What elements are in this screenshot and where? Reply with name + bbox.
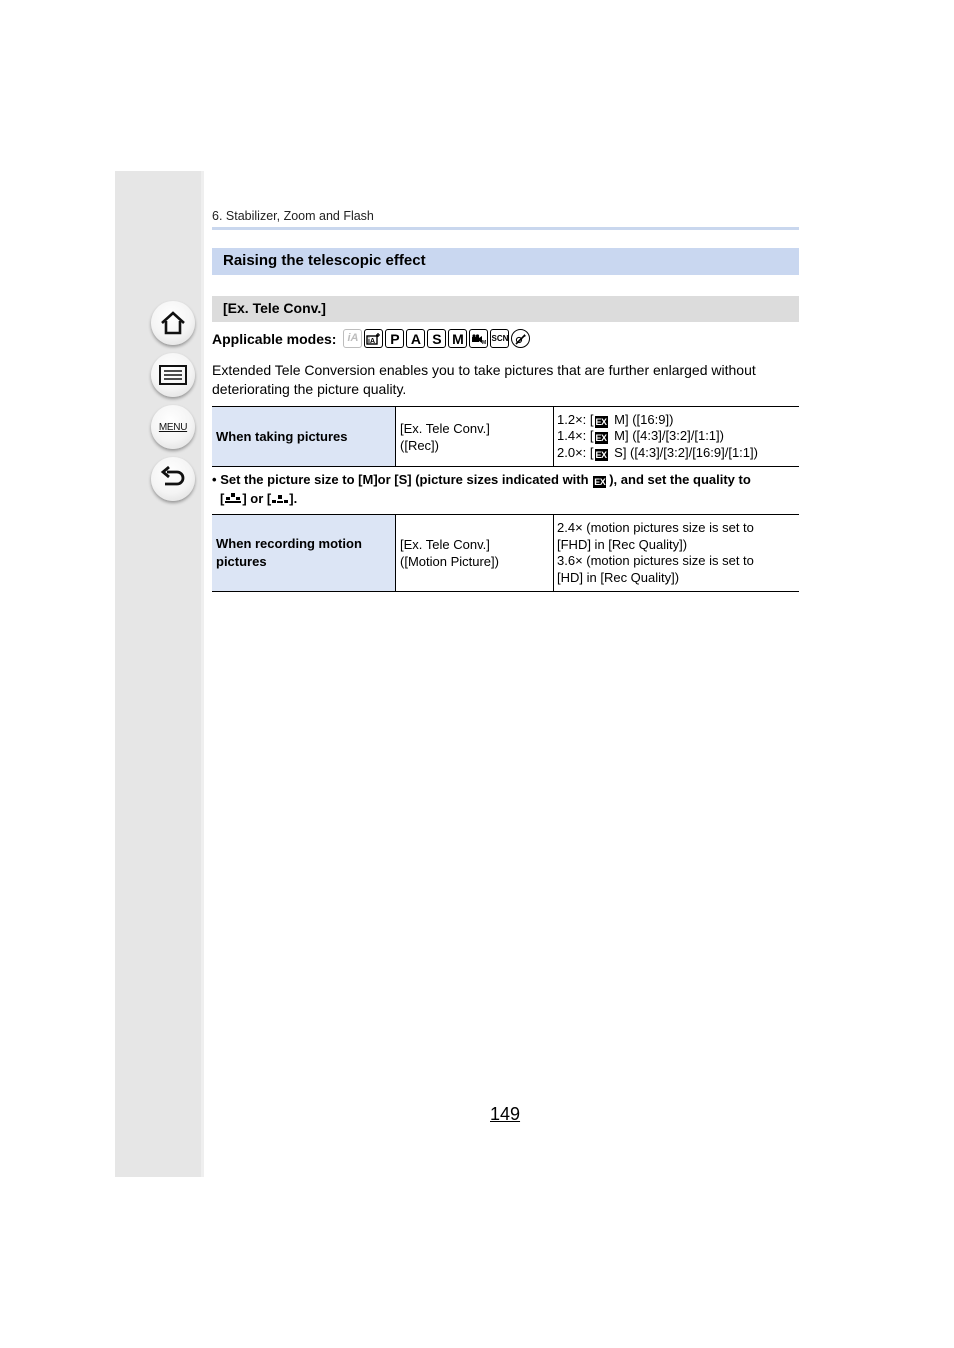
page-number[interactable]: 149 — [490, 1104, 521, 1124]
table1-setting-sub: ([Rec]) — [400, 437, 439, 453]
mode-ia-plus-icon — [364, 329, 383, 348]
table-recording-motion-pictures — [212, 514, 799, 592]
table1-value-row — [557, 445, 795, 462]
table1-setting-name: [Ex. Tele Conv.] — [400, 420, 490, 436]
table-row — [212, 407, 799, 467]
size-spec: M] ([16:9]) — [610, 411, 674, 427]
table-row — [212, 515, 799, 592]
mode-scn-icon: SCN — [490, 329, 509, 348]
back-button[interactable] — [151, 457, 195, 501]
bracket: [ — [589, 411, 594, 427]
svg-text:M: M — [482, 339, 487, 345]
quality-standard-icon — [271, 492, 289, 504]
home-icon — [159, 309, 187, 337]
mode-m-icon: M — [448, 329, 467, 348]
table2-values — [554, 515, 800, 592]
subsection-header — [212, 296, 799, 322]
table-taking-pictures — [212, 406, 799, 467]
back-arrow-icon — [159, 466, 187, 492]
note-text: ), and set the quality to — [609, 472, 751, 487]
note — [212, 470, 797, 508]
bracket: [ — [589, 428, 594, 444]
table2-value-line: 2.4× (motion pictures size is set to — [557, 520, 754, 535]
bracket: [ — [589, 444, 594, 460]
section-header — [212, 248, 799, 275]
table2-value-line: [HD] in [Rec Quality]) — [557, 569, 680, 585]
intro-paragraph: Extended Tele Conversion enables you to take pictures that are further enlarged without deteriorating the picture quality. — [212, 362, 756, 397]
table2-head: When recording motion pictures — [212, 515, 396, 592]
table2-value-line: [FHD] in [Rec Quality]) — [557, 536, 688, 552]
table1-value-row — [557, 412, 795, 429]
table1-value-row — [557, 428, 795, 445]
note-line-1 — [212, 470, 797, 489]
ex-badge: EX — [595, 449, 607, 460]
mode-s-icon: S — [427, 329, 446, 348]
size-spec: S] ([4:3]/[3:2]/[16:9]/[1:1]) — [610, 444, 758, 460]
ex-badge: EX — [595, 416, 607, 427]
table2-setting-name: [Ex. Tele Conv.] — [400, 537, 490, 552]
note-line-2 — [212, 489, 797, 508]
size-spec: M] ([4:3]/[3:2]/[1:1]) — [610, 428, 724, 444]
table1-head: When taking pictures — [212, 407, 396, 467]
sidebar-edge — [201, 171, 204, 1177]
section-title: Raising the telescopic effect — [223, 252, 426, 269]
table1-values — [554, 407, 800, 467]
bullet: • — [212, 472, 217, 487]
subsection-title: [Ex. Tele Conv.] — [223, 300, 326, 316]
table2-value-line: 3.6× (motion pictures size is set to — [557, 553, 754, 568]
table2-setting-sub: ([Motion Picture]) — [400, 554, 499, 569]
quality-fine-icon — [224, 492, 242, 504]
menu-label: MENU — [158, 421, 188, 433]
header-divider — [212, 227, 799, 230]
mode-a-icon: A — [406, 329, 425, 348]
multiplier: 1.4×: — [557, 428, 587, 444]
note-text: Set the picture size to [M]or [S] (picture sizes indicated with — [220, 472, 589, 487]
mode-ia-icon: iA — [343, 329, 362, 348]
contents-button[interactable] — [151, 353, 195, 397]
mode-p-icon: P — [385, 329, 404, 348]
mode-creative-control-icon — [511, 329, 530, 348]
table2-setting — [396, 515, 554, 592]
multiplier: 1.2×: — [557, 411, 587, 427]
note-text: ] or [ — [242, 491, 272, 506]
home-button[interactable] — [151, 301, 195, 345]
ex-badge: EX — [595, 433, 607, 444]
ex-badge: EX — [594, 477, 606, 487]
multiplier: 2.0×: — [557, 444, 587, 460]
svg-text:iA: iA — [368, 338, 376, 345]
applicable-modes — [212, 329, 532, 348]
menu-button[interactable] — [151, 405, 195, 449]
list-icon — [158, 363, 188, 387]
table1-setting — [396, 407, 554, 467]
bracket: [ — [220, 491, 225, 506]
breadcrumb: 6. Stabilizer, Zoom and Flash — [212, 209, 374, 223]
applicable-modes-label: Applicable modes: — [212, 330, 337, 347]
mode-creative-video-icon — [469, 329, 488, 348]
note-text: ]. — [289, 491, 298, 506]
